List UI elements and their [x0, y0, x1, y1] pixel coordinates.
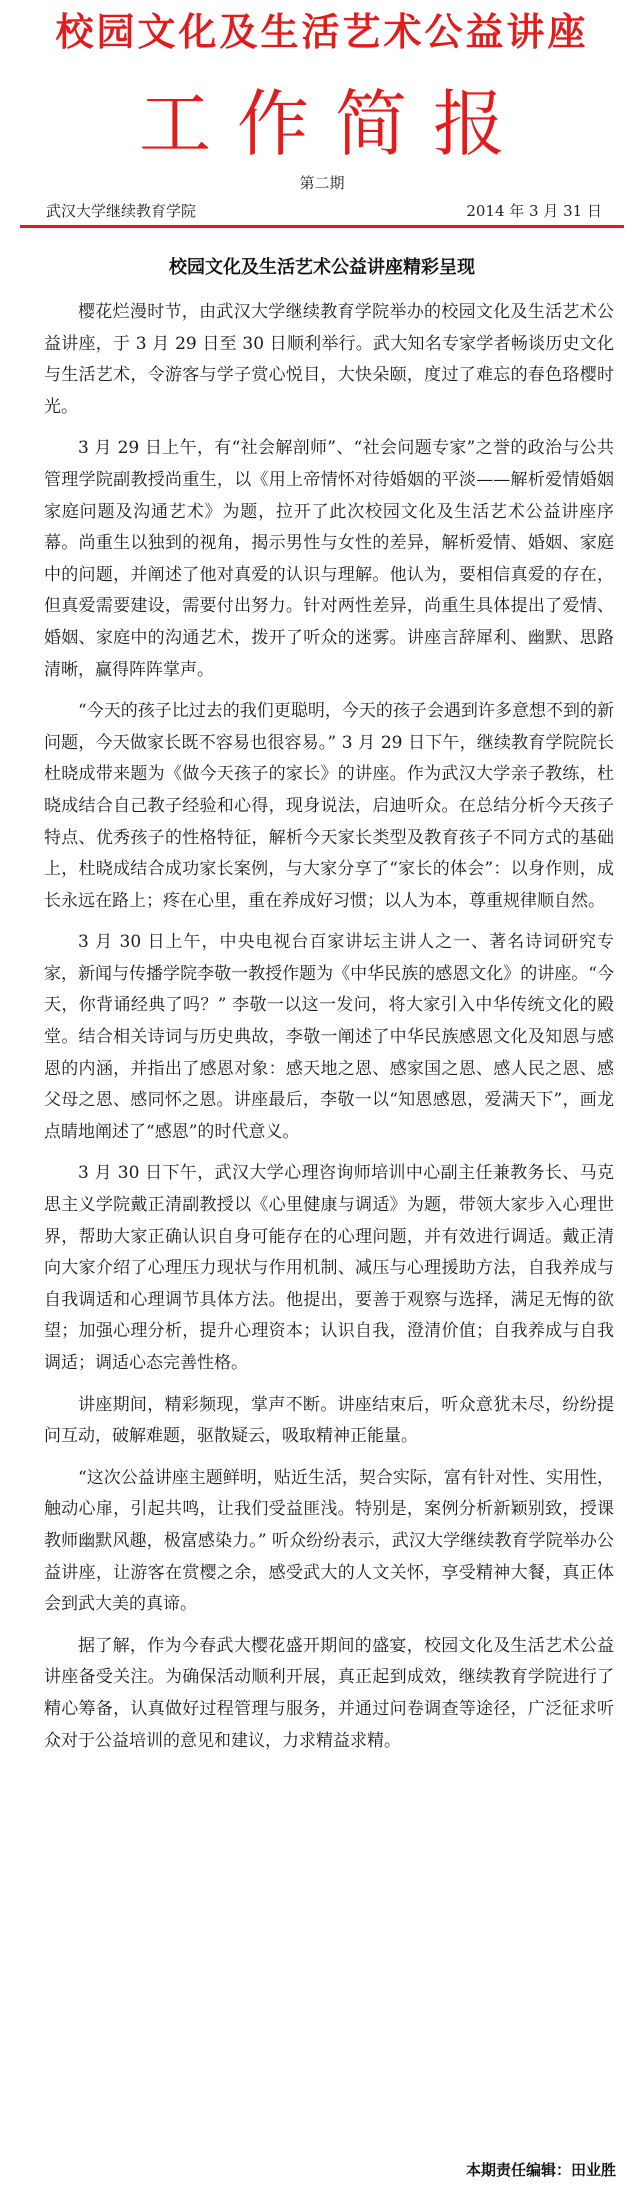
article-paragraph: 据了解，作为今春武大樱花盛开期间的盛宴，校园文化及生活艺术公益讲座备受关注。为确保活动顺利开展，真正起到成效，继续教育学院进行了精心筹备，认真做好过程管理与服务，并通过问卷调查等途径，广泛征求听众对于公益培训的意见和建议，力求精益求精。 — [44, 1635, 614, 1751]
publish-date: 2014 年 3 月 31 日 — [466, 202, 602, 220]
article-title: 校园文化及生活艺术公益讲座精彩呈现 — [169, 257, 475, 278]
masthead-meta — [46, 201, 602, 221]
responsible-editor: 本期责任编辑：田业胜 — [465, 2161, 616, 2179]
article-paragraph: “这次公益讲座主题鲜明，贴近生活，契合实际，富有针对性、实用性，触动心扉，引起共鸣，让我们受益匪浅。特别是，案例分析新颖别致，授课教师幽默风趣，极富感染力。” 听众纷纷表示，武汉大学继续教育学院举办公益讲座，让游客在赏樱之余，感受武大的人文关怀，享受精神大餐，真正体会到武大美的真谛。 — [44, 1467, 614, 1615]
masthead-title: 校园文化及生活艺术公益讲座 — [55, 10, 589, 54]
article-body — [44, 297, 614, 1767]
article-paragraph: 3 月 30 日下午，武汉大学心理咨询师培训中心副主任兼教务长、马克思主义学院戴正清副教授以《心里健康与调适》为题，带领大家步入心理世界，帮助大家正确认识自身可能存在的心理问题，并有效进行调适。戴正清向大家介绍了心理压力现状与作用机制、减压与心理援助方法，自我养成与自我调适和心理调节具体方法。他提出，要善于观察与选择，满足无悔的欲望；加强心理分析，提升心理资本；认识自我，澄清价值；自我养成与自我调适；调适心态完善性格。 — [44, 1163, 614, 1373]
organization-name: 武汉大学继续教育学院 — [46, 202, 197, 220]
masthead-subtitle: 工作简报 — [138, 82, 531, 166]
article-paragraph: “今天的孩子比过去的我们更聪明，今天的孩子会遇到许多意想不到的新问题，今天做家长既不容易也很容易。” 3 月 29 日下午，继续教育学院院长杜晓成带来题为《做今天孩子的家长》的讲座。作为武汉大学亲子教练，杜晓成结合自己教子经验和心得，现身说法，启迪听众。在总结分析今天孩子特点、优秀孩子的性格特征，解析今天家长类型及教育孩子不同方式的基础上，杜晓成结合成功家长案例，与大家分享了“家长的体会”：以身作则，成长永远在路上；疼在心里，重在养成好习惯；以人为本，尊重规律顺自然。 — [44, 701, 614, 911]
article-paragraph: 樱花烂漫时节，由武汉大学继续教育学院举办的校园文化及生活艺术公益讲座，于 3 月 29 日至 30 日顺利举行。武大知名专家学者畅谈历史文化与生活艺术，令游客与学子赏心悦目，大快朵颐，度过了难忘的春色珞樱时光。 — [44, 302, 614, 417]
masthead-divider — [20, 225, 624, 228]
article-paragraph: 讲座期间，精彩频现，掌声不断。讲座结束后，听众意犹未尽，纷纷提问互动，破解难题，驱散疑云，吸取精神正能量。 — [44, 1394, 614, 1447]
article-paragraph: 3 月 29 日上午，有“社会解剖师”、“社会问题专家”之誉的政治与公共管理学院副教授尚重生，以《用上帝情怀对待婚姻的平淡——解析爱情婚姻家庭问题及沟通艺术》为题，拉开了此次校园文化及生活艺术公益讲座序幕。尚重生以独到的视角，揭示男性与女性的差异，解析爱情、婚姻、家庭中的问题，并阐述了他对真爱的认识与理解。他认为，要相信真爱的存在，但真爱需要建设，需要付出努力。针对两性差异，尚重生具体提出了爱情、婚姻、家庭中的沟通艺术，拨开了听众的迷雾。讲座言辞犀利、幽默、思路清晰，赢得阵阵掌声。 — [44, 438, 614, 680]
issue-number: 第二期 — [299, 174, 345, 192]
article-paragraph: 3 月 30 日上午，中央电视台百家讲坛主讲人之一、著名诗词研究专家，新闻与传播学院李敬一教授作题为《中华民族的感恩文化》的讲座。“今天，你背诵经典了吗？” 李敬一以这一发问，将大家引入中华传统文化的殿堂。结合相关诗词与历史典故，李敬一阐述了中华民族感恩文化及知恩与感恩的内涵，并指出了感恩对象：感天地之恩、感家国之恩、感人民之恩、感父母之恩、感同怀之恩。讲座最后，李敬一以“知恩感恩，爱满天下”，画龙点睛地阐述了“感恩”的时代意义。 — [44, 932, 614, 1142]
